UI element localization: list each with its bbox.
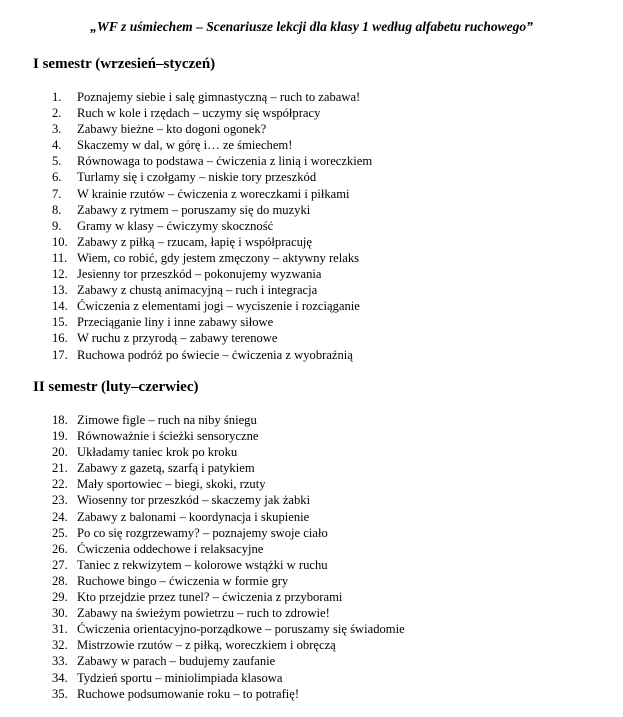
lesson-title: Jesienny tor przeszkód – pokonujemy wyzwania: [77, 267, 322, 282]
lesson-title: Ruchowa podróż po świecie – ćwiczenia z wyobraźnią: [77, 347, 353, 362]
lesson-title: W krainie rzutów – ćwiczenia z woreczkami i piłkami: [77, 186, 350, 201]
lesson-title: Taniec z rekwizytem – kolorowe wstążki w ruchu: [77, 557, 328, 572]
lesson-number: 34.: [52, 670, 68, 685]
semester-2-heading: II semestr (luty–czerwiec): [33, 379, 199, 395]
lesson-number: 19.: [52, 429, 68, 444]
lesson-title: Gramy w klasy – ćwiczymy skoczność: [77, 218, 274, 233]
lesson-item: [52, 557, 405, 573]
lesson-item: [52, 186, 372, 202]
lesson-item: [52, 605, 405, 621]
lesson-number: 1.: [52, 90, 62, 104]
lesson-title: Turlamy się i czołgamy – niskie tory przeszkód: [77, 170, 317, 185]
lesson-number: 24.: [52, 509, 68, 524]
lesson-item: [52, 476, 405, 492]
lesson-item: [52, 573, 405, 589]
lesson-item: [52, 234, 372, 250]
lesson-title: Ćwiczenia oddechowe i relaksacyjne: [77, 541, 264, 556]
lesson-item: [52, 670, 405, 686]
lesson-item: [52, 298, 372, 314]
lesson-number: 26.: [52, 541, 68, 556]
lesson-number: 22.: [52, 477, 68, 492]
lesson-title: Układamy taniec krok po kroku: [77, 445, 238, 460]
lesson-title: Zabawy z chustą animacyjną – ruch i integracja: [77, 283, 318, 298]
lesson-number: 5.: [52, 154, 62, 169]
lesson-number: 29.: [52, 590, 68, 605]
lesson-number: 9.: [52, 218, 62, 233]
lesson-number: 25.: [52, 525, 68, 540]
lesson-number: 31.: [52, 622, 68, 637]
lesson-number: 4.: [52, 138, 62, 153]
lesson-title: Przeciąganie liny i inne zabawy siłowe: [77, 315, 274, 330]
lesson-title: Równowaga to podstawa – ćwiczenia z linią i woreczkiem: [77, 154, 373, 169]
lesson-item: [52, 105, 372, 121]
lesson-item: [52, 653, 405, 669]
lesson-item: [52, 444, 405, 460]
lesson-number: 14.: [52, 299, 68, 314]
lesson-title: Zabawy z gazetą, szarfą i patykiem: [77, 461, 255, 476]
lesson-title: Poznajemy siebie i salę gimnastyczną – ruch to zabawa!: [77, 90, 361, 104]
lesson-item: [52, 637, 405, 653]
lesson-number: 21.: [52, 461, 68, 476]
semester-1-heading: I semestr (wrzesień–styczeń): [33, 56, 216, 72]
lesson-number: 17.: [52, 347, 68, 362]
lesson-title: Zabawy bieżne – kto dogoni ogonek?: [77, 122, 267, 137]
lesson-number: 10.: [52, 234, 68, 249]
lesson-title: Zabawy z rytmem – poruszamy się do muzyki: [77, 202, 311, 217]
lesson-title: Wiem, co robić, gdy jestem zmęczony – aktywny relaks: [77, 250, 360, 265]
lesson-number: 2.: [52, 106, 62, 121]
lesson-number: 20.: [52, 445, 68, 460]
lesson-item: [52, 460, 405, 476]
lesson-title: Mistrzowie rzutów – z piłką, woreczkiem i obręczą: [77, 638, 336, 653]
lesson-number: 33.: [52, 654, 68, 669]
lesson-title: Zabawy na świeżym powietrzu – ruch to zdrowie!: [77, 606, 330, 621]
lesson-item: [52, 412, 405, 428]
lesson-number: 32.: [52, 638, 68, 653]
lesson-title: Kto przejdzie przez tunel? – ćwiczenia z przyborami: [77, 590, 343, 605]
document-title: „WF z uśmiechem – Scenariusze lekcji dla klasy 1 według alfabetu ruchowego”: [90, 19, 533, 34]
lesson-title: Ruchowe bingo – ćwiczenia w formie gry: [77, 573, 289, 588]
lesson-item: [52, 266, 372, 282]
semester-1-lesson-list: [52, 89, 372, 363]
lesson-number: 11.: [52, 250, 68, 265]
lesson-number: 23.: [52, 493, 68, 508]
lesson-item: [52, 218, 372, 234]
lesson-title: Tydzień sportu – miniolimpiada klasowa: [77, 670, 283, 685]
lesson-item: [52, 330, 372, 346]
lesson-number: 18.: [52, 413, 68, 427]
lesson-item: [52, 492, 405, 508]
lesson-item: [52, 428, 405, 444]
lesson-number: 12.: [52, 267, 68, 282]
semester-2-lesson-list: [52, 412, 405, 702]
lesson-title: Ćwiczenia z elementami jogi – wyciszenie i rozciąganie: [77, 299, 360, 314]
lesson-item: [52, 202, 372, 218]
lesson-title: Ruch w kole i rzędach – uczymy się współpracy: [77, 106, 321, 121]
lesson-item: [52, 621, 405, 637]
lesson-title: Zabawy z piłką – rzucam, łapię i współpracuję: [77, 234, 312, 249]
lesson-number: 30.: [52, 606, 68, 621]
lesson-title: Ćwiczenia orientacyjno-porządkowe – poruszamy się świadomie: [77, 622, 405, 637]
lesson-item: [52, 137, 372, 153]
lesson-number: 3.: [52, 122, 62, 137]
lesson-item: [52, 250, 372, 266]
lesson-item: [52, 314, 372, 330]
lesson-number: 27.: [52, 557, 68, 572]
lesson-number: 8.: [52, 202, 62, 217]
lesson-item: [52, 686, 405, 702]
lesson-number: 13.: [52, 283, 68, 298]
lesson-item: [52, 347, 372, 363]
lesson-title: Zabawy z balonami – koordynacja i skupienie: [77, 509, 310, 524]
lesson-item: [52, 589, 405, 605]
lesson-number: 35.: [52, 686, 68, 701]
lesson-number: 28.: [52, 573, 68, 588]
lesson-title: W ruchu z przyrodą – zabawy terenowe: [77, 331, 278, 346]
lesson-number: 15.: [52, 315, 68, 330]
lesson-item: [52, 89, 372, 105]
lesson-item: [52, 121, 372, 137]
lesson-title: Zimowe figle – ruch na niby śniegu: [77, 413, 257, 427]
lesson-title: Skaczemy w dal, w górę i… ze śmiechem!: [77, 138, 293, 153]
lesson-title: Wiosenny tor przeszkód – skaczemy jak żabki: [77, 493, 311, 508]
lesson-number: 7.: [52, 186, 62, 201]
lesson-title: Równoważnie i ścieżki sensoryczne: [77, 429, 259, 444]
lesson-title: Po co się rozgrzewamy? – poznajemy swoje ciało: [77, 525, 328, 540]
lesson-item: [52, 169, 372, 185]
lesson-number: 6.: [52, 170, 62, 185]
lesson-title: Mały sportowiec – biegi, skoki, rzuty: [77, 477, 266, 492]
lesson-item: [52, 541, 405, 557]
lesson-number: 16.: [52, 331, 68, 346]
lesson-title: Zabawy w parach – budujemy zaufanie: [77, 654, 276, 669]
lesson-item: [52, 153, 372, 169]
lesson-item: [52, 282, 372, 298]
lesson-item: [52, 509, 405, 525]
lesson-title: Ruchowe podsumowanie roku – to potrafię!: [77, 686, 300, 701]
lesson-item: [52, 525, 405, 541]
